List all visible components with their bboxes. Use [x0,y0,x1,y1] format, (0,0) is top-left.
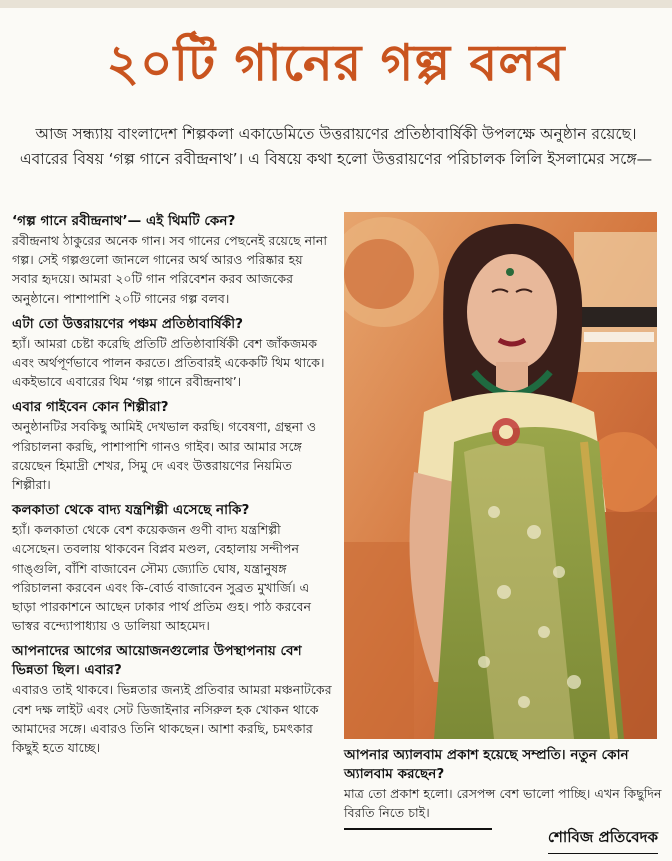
qa-block [12,398,332,494]
question: কলকাতা থেকে বাদ্য যন্ত্রশিল্পী এসেছে নাকি? [12,502,250,519]
question: এবার গাইবেন কোন শিল্পীরা? [12,399,169,416]
interview-column [12,212,332,764]
answer: হ্যাঁ। কলকাতা থেকে বেশ কয়েকজন গুণী বাদ্য যন্ত্রশিল্পী এসেছেন। তবলায় থাকবেন বিপ্লব মণ্ডল, বেহালায় সন্দীপন গাঙ্গুলি, বাঁশি বাজাবেন সৌম্য জ্যোতি ঘোষ, যন্ত্রানুষঙ্গ পরিচালনা করবেন এবং কি-বোর্ড বাজাবেন সুব্রত মুখার্জি। এ ছাড়া পারকাশনে আছেন ঢাকার পার্থ প্রতিম গুহ। পাঠ করবেন ভাস্বর বন্দ্যোপাধ্যায় ও ডালিয়া আহমেদ। [12,522,311,634]
intro-paragraph: আজ সন্ধ্যায় বাংলাদেশ শিল্পকলা একাডেমিতে উত্তরায়ণের প্রতিষ্ঠাবার্ষিকী উপলক্ষে অনুষ্ঠান রয়েছে। এবারের বিষয় ‘গল্প গানে রবীন্দ্রনাথ’। এ বিষয়ে কথা হলো উত্তরায়ণের পরিচালক লিলি ইসলামের সঙ্গে— [19,125,653,168]
answer: এবারও তাই থাকবে। ভিন্নতার জন্যই প্রতিবার আমরা মঞ্চনাটকের বেশ দক্ষ লাইট এবং সেট ডিজাইনার নসিরুল হক খোকন থাকে আমাদের সঙ্গে। এবারও তিনি থাকছেন। আশা করছি, চমৎকার কিছুই হতে যাচ্ছে। [12,682,332,756]
byline: শোবিজ প্রতিবেদক [548,826,658,854]
qa-block [12,501,332,635]
portrait-photo [344,212,657,739]
question: আপনাদের আগের আয়োজনগুলোর উপস্থাপনায় বেশ ভিন্নতা ছিল। এবার? [12,643,302,679]
answer: মাত্র তো প্রকাশ হলো। রেসপন্স বেশ ভালো পাচ্ছি। এখন কিছুদিন বিরতি নিতে চাই। [344,786,662,820]
question: এটা তো উত্তরায়ণের পঞ্চম প্রতিষ্ঠাবার্ষিকী? [12,315,244,332]
question: আপনার অ্যালবাম প্রকাশ হয়েছে সম্প্রতি। নতুন কোন অ্যালবাম করছেন? [344,747,629,782]
qa-block [12,315,332,392]
qa-block [12,642,332,757]
answer: অনুষ্ঠানটির সবকিছু আমিই দেখভাল করছি। গবেষণা, গ্রন্থনা ও পরিচালনা করছি, পাশাপাশি গানও গাইব। আর আমার সঙ্গে রয়েছেন হিমাদ্রী শেখর, সিমু দে এবং উত্তরায়ণের নিয়মিত শিল্পীরা। [12,419,317,493]
caption-qa [344,746,662,822]
top-border [0,0,672,8]
headline: ২০টি গানের গল্প বলব [106,33,566,92]
answer: হ্যাঁ। আমরা চেষ্টা করেছি প্রতিটি প্রতিষ্ঠাবার্ষিকী বেশ জাঁকজমক এবং অর্থপূর্ণভাবে পালন করতে। প্রতিবারই একেকটি থিম থাকে। একইভাবে এবারের থিম ‘গল্প গানে রবীন্দ্রনাথ’। [12,335,325,390]
divider [344,828,492,830]
portrait-illustration [344,212,657,739]
question: ‘গল্প গানে রবীন্দ্রনাথ’— এই থিমটি কেন? [12,213,236,229]
qa-block [12,212,332,308]
answer: রবীন্দ্রনাথ ঠাকুরের অনেক গান। সব গানের পেছনেই রয়েছে নানা গল্প। সেই গল্পগুলো জানলে গানের অর্থ আরও পরিষ্কার হয় সবার হৃদয়ে। আমরা ২০টি গান পরিবেশন করব আজকের অনুষ্ঠানে। পাশাপাশি ২০টি গানের গল্প বলব। [12,233,327,306]
